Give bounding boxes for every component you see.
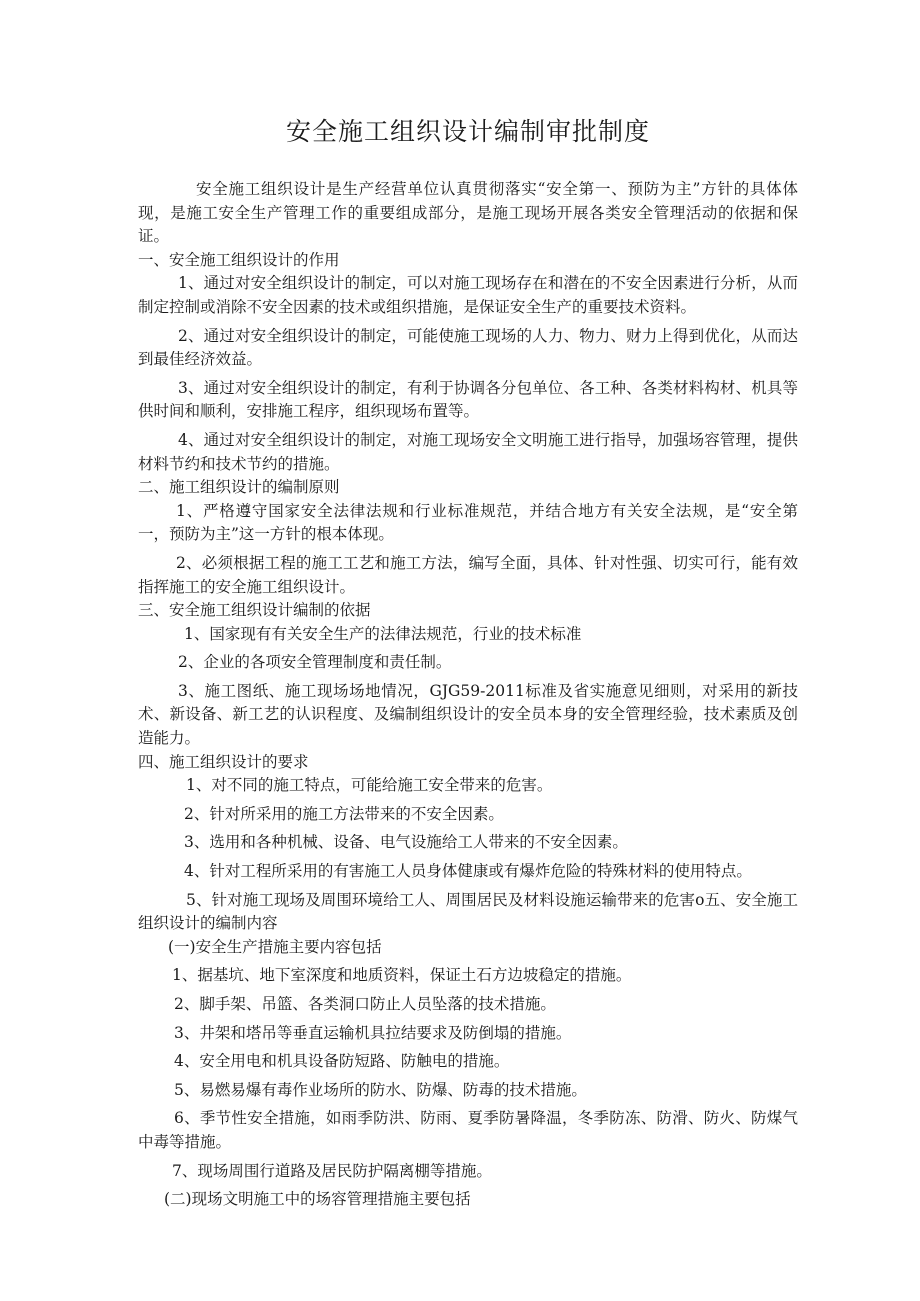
section-3-item: 1、国家现有有关安全生产的法律法规范，行业的技术标准 [184, 624, 582, 643]
section-4-item: 2、针对所采用的施工方法带来的不安全因素。 [184, 804, 504, 823]
section-5-item: 5、易燃易爆有毒作业场所的防水、防爆、防毒的技术措施。 [174, 1080, 587, 1099]
section-2-item: 2、必须根据工程的施工工艺和施工方法，编写全面，具体、针对性强、切实可行，能有效指挥施工的安全施工组织设计。 [138, 553, 798, 596]
section-2-item: 1、严格遵守国家安全法律法规和行业标准规范，并结合地方有关安全法规，是“安全第一，预防为主”这一方针的根本体现。 [138, 501, 798, 544]
section-3-heading: 三、安全施工组织设计编制的依据 [138, 601, 371, 620]
section-5-item: 6、季节性安全措施，如雨季防洪、防雨、夏季防暑降温，冬季防冻、防滑、防火、防煤气中毒等措施。 [138, 1109, 798, 1151]
section-3-item: 3、施工图纸、施工现场场地情况，GJG59-2011标准及省实施意见细则，对采用的新技术、新设备、新工艺的认识程度、及编制组织设计的安全员本身的安全管理经验，技术素质及创造能力。 [138, 681, 798, 748]
section-4-item: 3、选用和各种机械、设备、电气设施给工人带来的不安全因素。 [184, 833, 628, 852]
section-1-item: 4、通过对安全组织设计的制定，对施工现场安全文明施工进行指导，加强场容管理，提供材料节约和技术节约的措施。 [138, 430, 798, 473]
intro-paragraph: 安全施工组织设计是生产经营单位认真贯彻落实“安全第一、预防为主”方针的具体体现，是施工安全生产管理工作的重要组成部分，是施工现场开展各类安全管理活动的依据和保证。 [138, 180, 798, 246]
section-4-item: 1、对不同的施工特点，可能给施工安全带来的危害。 [186, 776, 553, 795]
section-1-heading: 一、安全施工组织设计的作用 [138, 250, 340, 269]
document-page [138, 112, 798, 1212]
section-5-item: 2、脚手架、吊篮、各类洞口防止人员坠落的技术措施。 [174, 995, 556, 1013]
section-1-item: 3、通过对安全组织设计的制定，有利于协调各分包单位、各工种、各类材料构材、机具等供时间和顺利，安排施工程序，组织现场布置等。 [138, 378, 798, 421]
section-5-sub1-heading: (一)安全生产措施主要内容包括 [168, 937, 382, 956]
section-5-item: 1、据基坑、地下室深度和地质资料，保证土石方边坡稳定的措施。 [172, 966, 632, 985]
section-3-item: 2、企业的各项安全管理制度和责任制。 [178, 653, 452, 672]
section-5-item: 3、井架和塔吊等垂直运输机具拉结要求及防倒塌的措施。 [174, 1023, 572, 1042]
section-5-item: 4、安全用电和机具设备防短路、防触电的措施。 [174, 1052, 510, 1071]
section-2-heading: 二、施工组织设计的编制原则 [138, 478, 340, 497]
section-5-item: 7、现场周围行道路及居民防护隔离棚等措施。 [172, 1161, 492, 1180]
section-4-item: 5、针对施工现场及周围环境给工人、周围居民及材料设施运输带来的危害o五、安全施工组织设计的编制内容 [138, 890, 798, 933]
section-1-item: 2、通过对安全组织设计的制定，可能使施工现场的人力、物力、财力上得到优化，从而达到最佳经济效益。 [138, 326, 798, 369]
document-title: 安全施工组织设计编制审批制度 [285, 117, 650, 146]
section-1-item: 1、通过对安全组织设计的制定，可以对施工现场存在和潜在的不安全因素进行分析，从而制定控制或消除不安全因素的技术或组织措施，是保证安全生产的重要技术资料。 [138, 274, 798, 316]
section-5-sub2-heading: (二)现场文明施工中的场容管理措施主要包括 [164, 1190, 471, 1209]
section-4-item: 4、针对工程所采用的有害施工人员身体健康或有爆炸危险的特殊材料的使用特点。 [184, 862, 752, 881]
section-4-heading: 四、施工组织设计的要求 [138, 752, 309, 771]
